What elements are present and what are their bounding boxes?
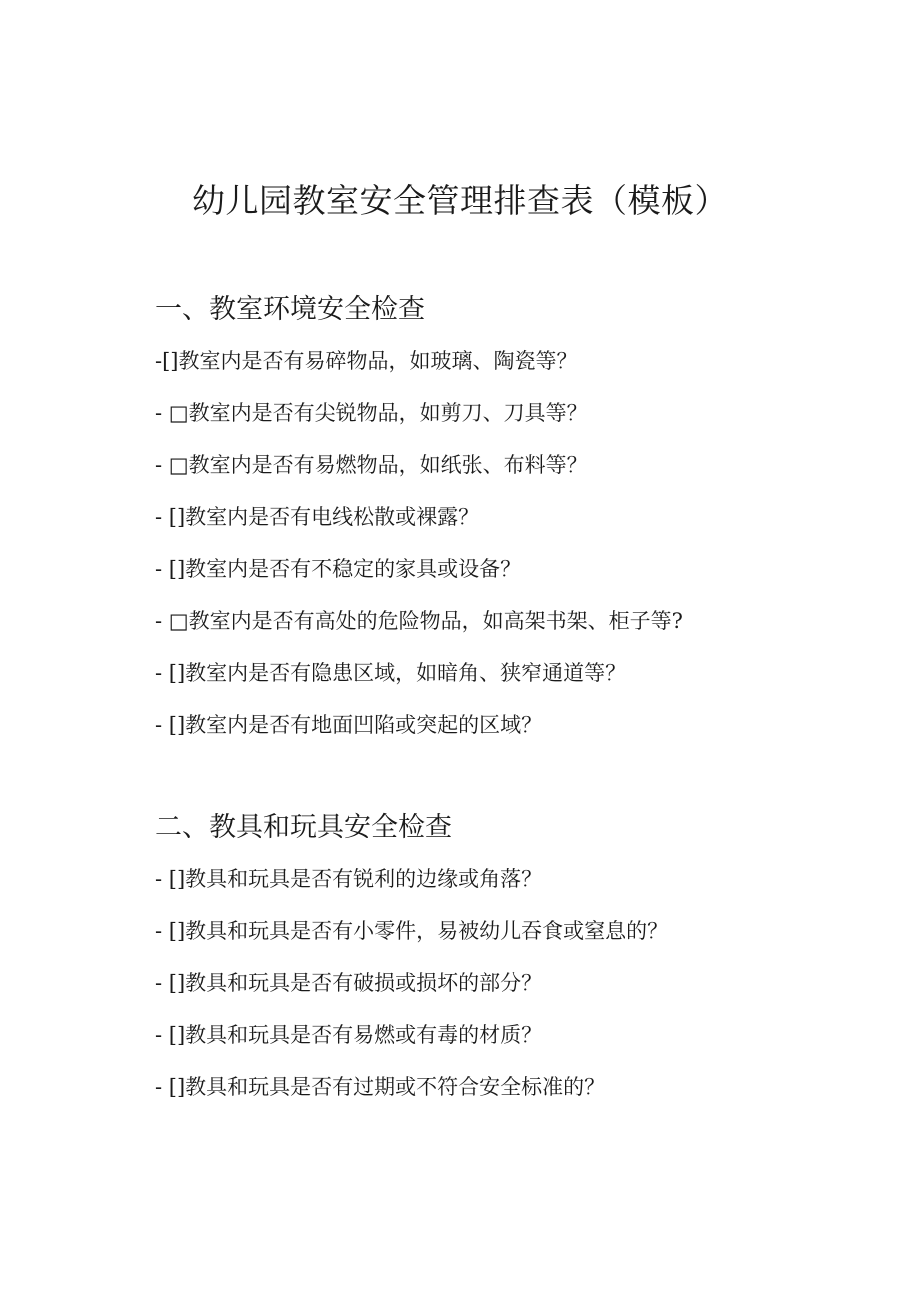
checklist-item: - []教具和玩具是否有小零件，易被幼儿吞食或窒息的？: [155, 919, 669, 943]
checklist-item: - []教具和玩具是否有破损或损坏的部分？: [155, 971, 543, 995]
checklist: [155, 343, 855, 759]
checklist: [155, 861, 855, 1121]
checklist-item: - []教室内是否有不稳定的家具或设备？: [155, 557, 522, 581]
checklist-item: - []教具和玩具是否有过期或不符合安全标准的？: [155, 1075, 606, 1099]
checklist-item: - []教室内是否有地面凹陷或突起的区域？: [155, 713, 543, 737]
section-heading: 二、教具和玩具安全检查: [155, 812, 452, 843]
section-teaching-aids-toys: [155, 808, 855, 1121]
checklist-item: - []教室内是否有隐患区域，如暗角、狭窄通道等？: [155, 661, 627, 685]
section-classroom-environment: [155, 290, 855, 759]
checklist-item: - []教室内是否有电线松散或裸露？: [155, 505, 480, 529]
checklist-item: - []教具和玩具是否有易燃或有毒的材质？: [155, 1023, 543, 1047]
document-title: 幼儿园教室安全管理排查表（模板）: [192, 181, 728, 220]
checklist-item: - □教室内是否有尖锐物品，如剪刀、刀具等？: [155, 401, 588, 425]
checklist-item: - □教室内是否有易燃物品，如纸张、布料等？: [155, 453, 588, 477]
checklist-item: - □教室内是否有高处的危险物品，如高架书架、柜子等?: [155, 609, 683, 633]
checklist-item: -[]教室内是否有易碎物品，如玻璃、陶瓷等？: [155, 349, 578, 373]
section-heading: 一、教室环境安全检查: [155, 294, 425, 325]
checklist-item: - []教具和玩具是否有锐利的边缘或角落？: [155, 867, 543, 891]
